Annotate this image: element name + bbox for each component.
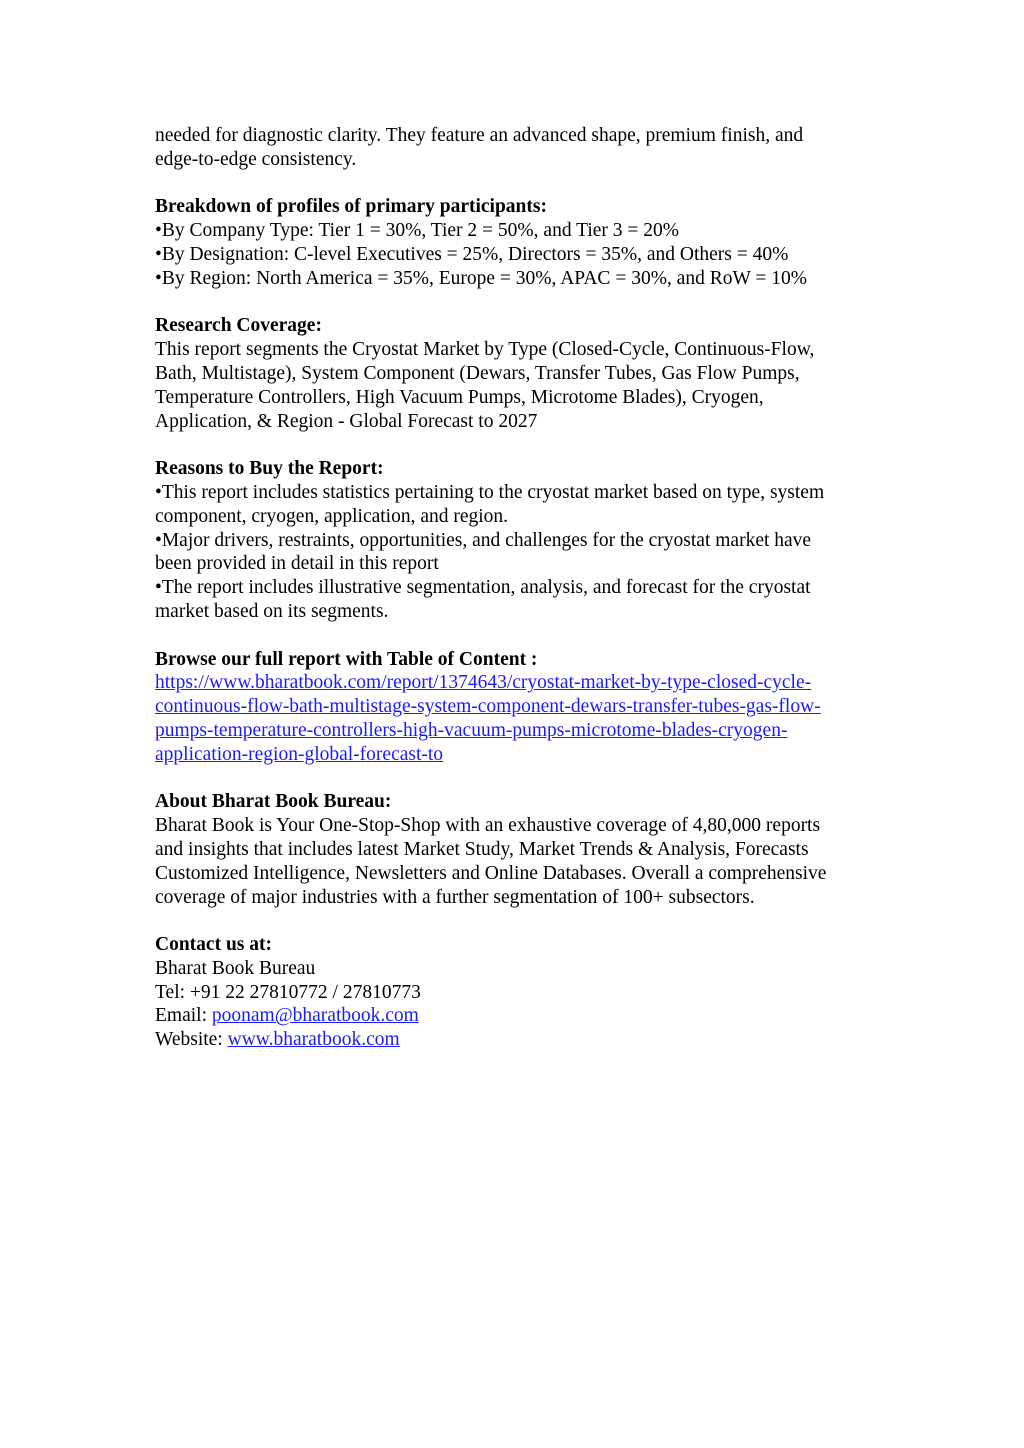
reasons-line: component, cryogen, application, and region. <box>155 505 509 527</box>
paragraph-gap <box>155 909 885 933</box>
contact-tel: Tel: +91 22 27810772 / 27810773 <box>155 981 421 1003</box>
report-link-line[interactable]: application-region-global-forecast-to <box>155 743 444 765</box>
reasons-line: •Major drivers, restraints, opportunities, and challenges for the cryostat market have <box>155 529 812 551</box>
coverage-line: Temperature Controllers, High Vacuum Pumps, Microtome Blades), Cryogen, <box>155 386 764 408</box>
coverage-line: Bath, Multistage), System Component (Dewars, Transfer Tubes, Gas Flow Pumps, <box>155 362 800 384</box>
intro-line: edge-to-edge consistency. <box>155 148 357 170</box>
coverage-line: This report segments the Cryostat Market by Type (Closed-Cycle, Continuous-Flow, <box>155 339 815 361</box>
report-link-line[interactable]: continuous-flow-bath-multistage-system-component-dewars-transfer-tubes-gas-flow- <box>155 696 821 718</box>
participants-heading: Breakdown of profiles of primary participants: <box>155 196 547 218</box>
reasons-line: been provided in detail in this report <box>155 553 439 575</box>
reasons-line: market based on its segments. <box>155 600 389 622</box>
paragraph-gap <box>155 624 885 648</box>
report-link[interactable] <box>155 671 885 766</box>
participants-item: •By Designation: C-level Executives = 25%, Directors = 35%, and Others = 40% <box>155 243 789 265</box>
document-page <box>155 124 885 1052</box>
contact-website-row <box>155 1028 885 1052</box>
paragraph-gap <box>155 433 885 457</box>
contact-heading: Contact us at: <box>155 934 272 956</box>
report-link-line[interactable]: pumps-temperature-controllers-high-vacuum-pumps-microtome-blades-cryogen- <box>155 719 788 741</box>
report-link-line[interactable]: https://www.bharatbook.com/report/1374643/cryostat-market-by-type-closed-cycle- <box>155 672 812 694</box>
reasons-line: •This report includes statistics pertaining to the cryostat market based on type, system <box>155 481 825 503</box>
participants-item: •By Region: North America = 35%, Europe = 30%, APAC = 30%, and RoW = 10% <box>155 267 808 289</box>
about-line: and insights that includes latest Market Study, Market Trends & Analysis, Forecasts <box>155 838 809 860</box>
paragraph-gap <box>155 172 885 196</box>
about-line: coverage of major industries with a further segmentation of 100+ subsectors. <box>155 886 755 908</box>
browse-heading: Browse our full report with Table of Content : <box>155 648 538 670</box>
about-line: Bharat Book is Your One-Stop-Shop with an exhaustive coverage of 4,80,000 reports <box>155 815 821 837</box>
reasons-line: •The report includes illustrative segmentation, analysis, and forecast for the cryostat <box>155 577 811 599</box>
contact-company: Bharat Book Bureau <box>155 957 316 979</box>
about-heading: About Bharat Book Bureau: <box>155 791 392 813</box>
contact-email-label: Email: <box>155 1005 212 1027</box>
email-link[interactable]: poonam@bharatbook.com <box>211 1005 419 1027</box>
contact-website-label: Website: <box>155 1029 228 1051</box>
intro-line: needed for diagnostic clarity. They feature an advanced shape, premium finish, and <box>155 125 804 146</box>
contact-email-row <box>155 1004 885 1028</box>
coverage-line: Application, & Region - Global Forecast to 2027 <box>155 410 538 432</box>
about-line: Customized Intelligence, Newsletters and Online Databases. Overall a comprehensive <box>155 862 827 884</box>
website-link[interactable]: www.bharatbook.com <box>227 1029 400 1051</box>
paragraph-gap <box>155 291 885 315</box>
reasons-heading: Reasons to Buy the Report: <box>155 458 384 480</box>
coverage-heading: Research Coverage: <box>155 315 322 337</box>
participants-item: •By Company Type: Tier 1 = 30%, Tier 2 = 50%, and Tier 3 = 20% <box>155 220 680 242</box>
paragraph-gap <box>155 767 885 791</box>
